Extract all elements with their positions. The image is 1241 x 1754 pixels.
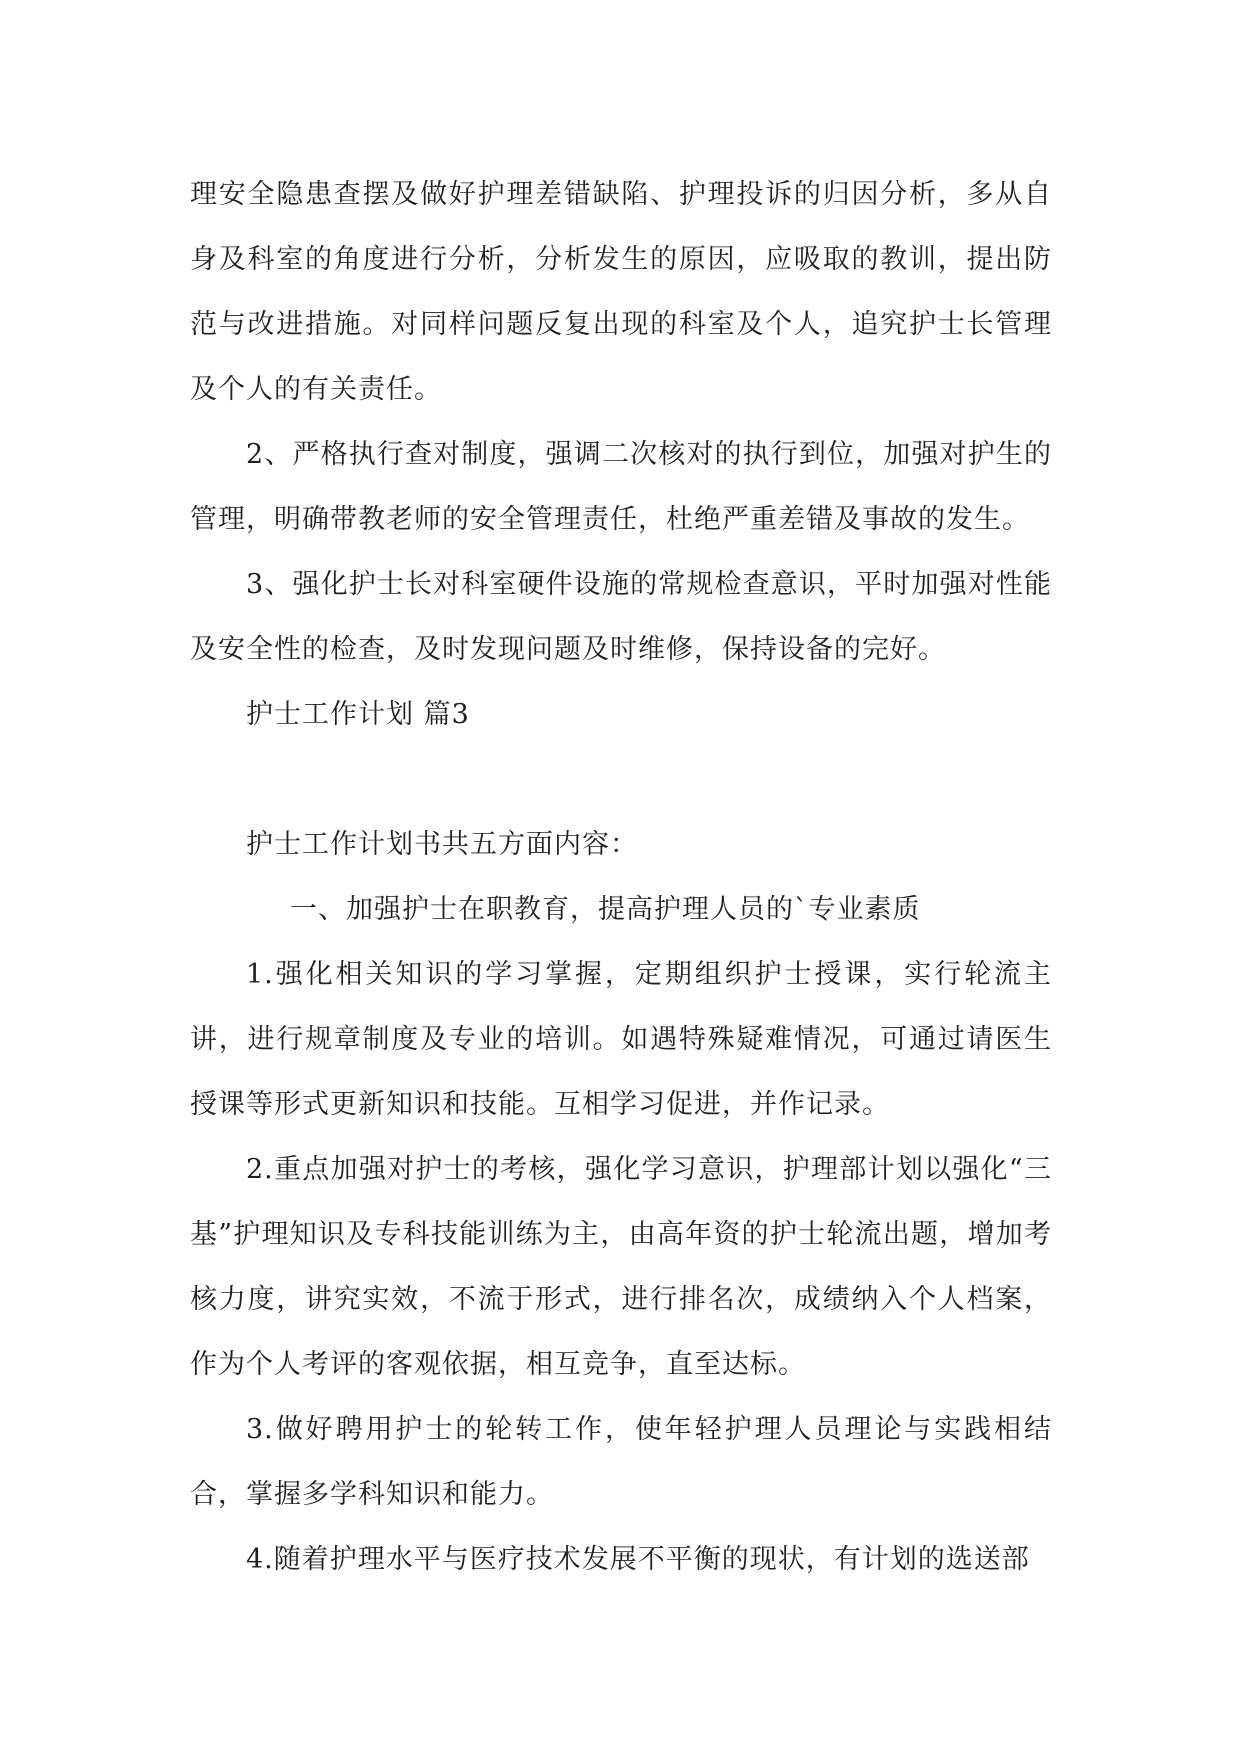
paragraph-item-2: 2、严格执行查对制度，强调二次核对的执行到位，加强对护生的管理，明确带教老师的安全管理责任，杜绝严重差错及事故的发生。: [190, 439, 1052, 535]
paragraph-item-3: 3、强化护士长对科室硬件设施的常规检查意识，平时加强对性能及安全性的检查，及时发现问题及时维修，保持设备的完好。: [190, 569, 1052, 665]
numbered-item-2: 2.重点加强对护士的考核，强化学习意识，护理部计划以强化“三基”护理知识及专科技能训练为主，由高年资的护士轮流出题，增加考核力度，讲究实效，不流于形式，进行排名次，成绩纳入个人档案，作为个人考评的客观依据，相互竞争，直至达标。: [190, 1154, 1052, 1380]
numbered-item-4: 4.随着护理水平与医疗技术发展不平衡的现状，有计划的选送部: [246, 1544, 1030, 1575]
numbered-item-1: 1.强化相关知识的学习掌握，定期组织护士授课，实行轮流主讲，进行规章制度及专业的培训。如遇特殊疑难情况，可通过请医生授课等形式更新知识和技能。互相学习促进，并作记录。: [190, 959, 1052, 1120]
intro-paragraph: 护士工作计划书共五方面内容：: [246, 829, 638, 860]
document-body: [190, 162, 1052, 1592]
section-heading: 护士工作计划 篇3: [246, 699, 470, 730]
subsection-heading: 一、加强护士在职教育，提高护理人员的`专业素质: [290, 894, 921, 925]
paragraph-continuation: 理安全隐患查摆及做好护理差错缺陷、护理投诉的归因分析，多从自身及科室的角度进行分析，分析发生的原因，应吸取的教训，提出防范与改进措施。对同样问题反复出现的科室及个人，追究护士长管理及个人的有关责任。: [190, 179, 1052, 405]
numbered-item-3: 3.做好聘用护士的轮转工作，使年轻护理人员理论与实践相结合，掌握多学科知识和能力。: [190, 1414, 1052, 1510]
